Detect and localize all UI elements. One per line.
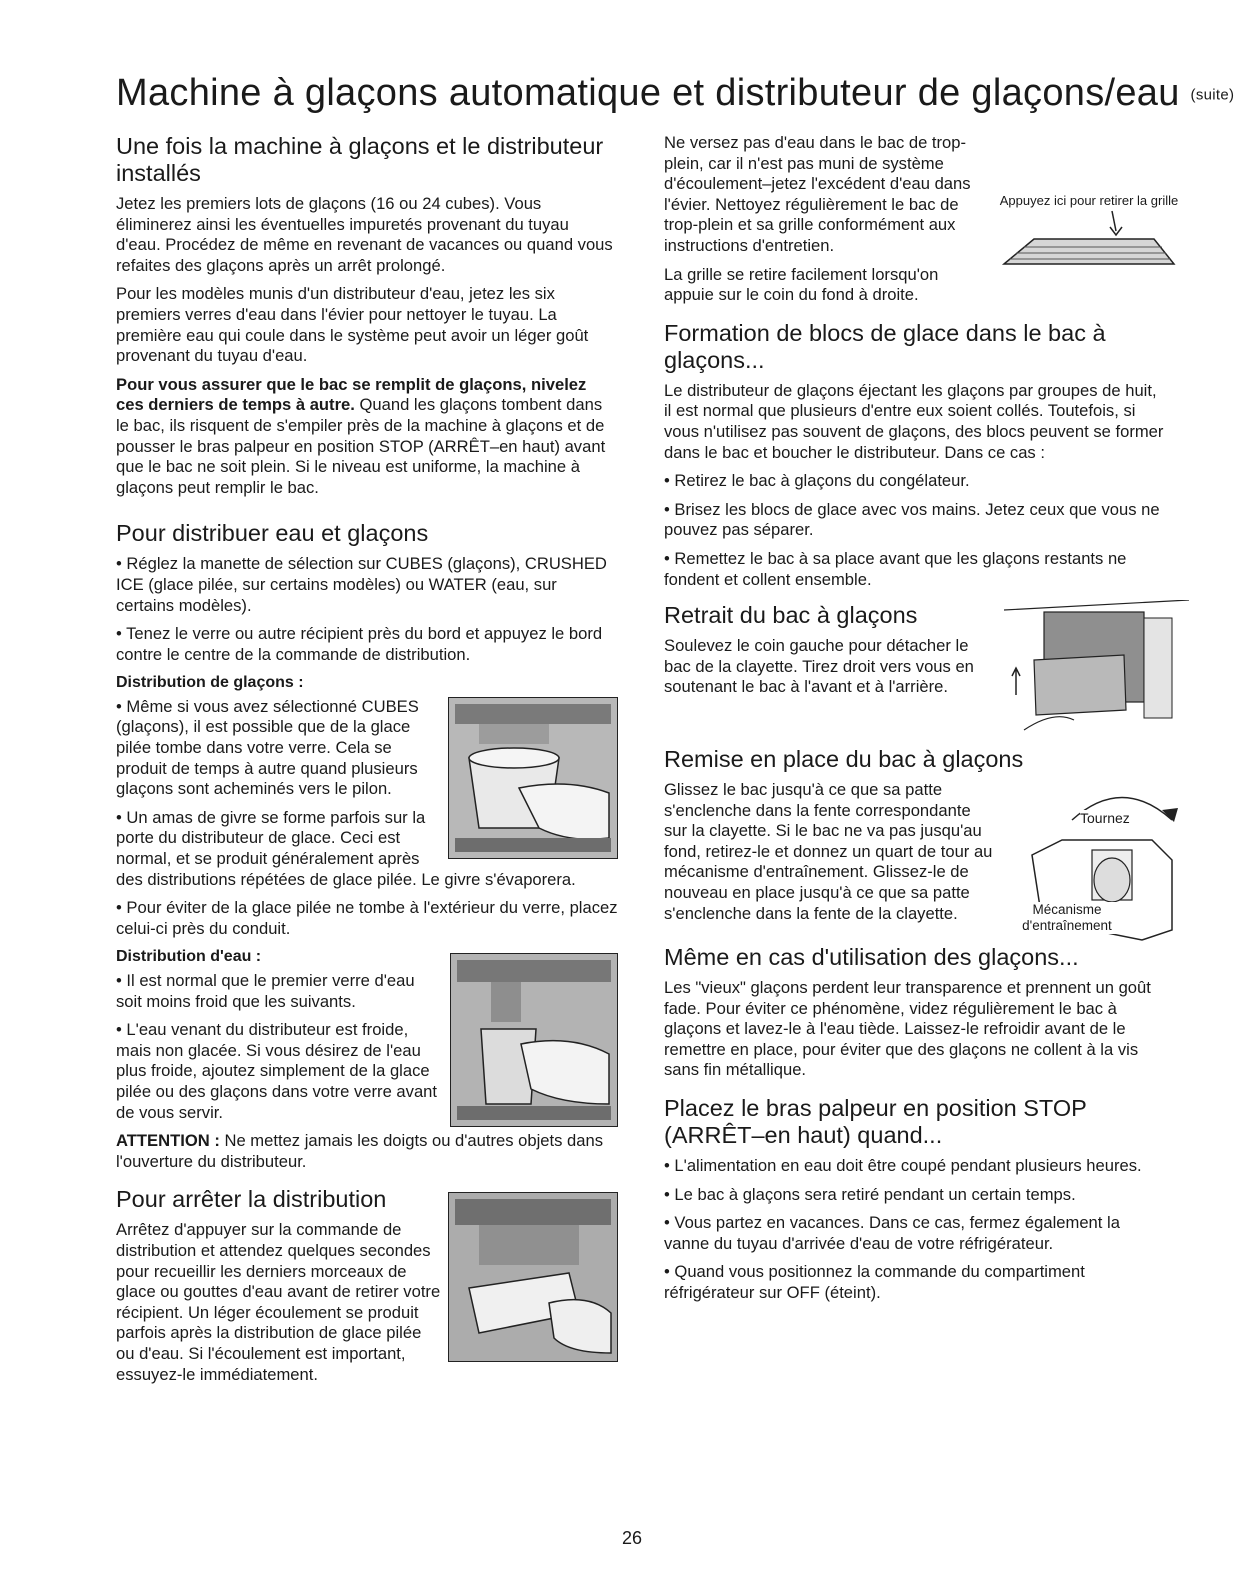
- left-column: [116, 133, 618, 1393]
- bold-lead: Pour vous assurer que le bac se remplit de glaçons, nivelez ces derniers de temps à autre.: [116, 374, 587, 415]
- subheading-water: Distribution d'eau :: [116, 948, 262, 966]
- grille-illustration: [994, 193, 1184, 301]
- title-suite: (suite): [1190, 86, 1235, 104]
- heading-ice-blocks: Formation de blocs de glace dans le bac à glaçons...: [664, 319, 1106, 373]
- paragraph-rest: Quand les glaçons tombent dans le bac, ils risquent de s'empiler près de la machine à glaçons et de pousser le bras palpeur en position STOP (ARRÊT–en haut) avant que le bac ne soit plein. Si le niveau est uniforme, la machine à glaçons peut remplir le bac.: [116, 395, 606, 497]
- subheading-ice: Distribution de glaçons :: [116, 674, 304, 692]
- turn-label: Tournez: [1080, 810, 1130, 827]
- bullet: • Brisez les blocs de glace avec vos mains. Jetez ceux que vous ne pouvez pas séparer.: [664, 499, 1160, 540]
- heading-after-install: Une fois la machine à glaçons et le distributeur installés: [116, 133, 604, 186]
- right-column: [664, 133, 1179, 1312]
- bullet: • Même si vous avez sélectionné CUBES (glaçons), il est possible que de la glace pilée tombe dans votre verre. Cela se produit de temps à autre quand plusieurs glaçons sont acheminés vers le pilon.: [116, 696, 419, 799]
- title-main: Machine à glaçons automatique et distributeur de glaçons/eau: [116, 72, 1180, 114]
- paragraph: Pour les modèles munis d'un distributeur d'eau, jetez les six premiers verres d'eau dans l'évier pour nettoyer le tuyau. La première eau qui coule dans le système peut avoir un léger goût provenant du tuyau d'eau.: [116, 284, 589, 366]
- heading-remove-bin: Retrait du bac à glaçons: [664, 602, 918, 629]
- page-title: [116, 72, 1234, 115]
- heading-old-ice: Même en cas d'utilisation des glaçons...: [664, 944, 1079, 971]
- bullet: • L'alimentation en eau doit être coupé pendant plusieurs heures.: [664, 1156, 1142, 1176]
- mechanism-label: Mécanisme d'entraînement: [1002, 902, 1132, 934]
- attention-text: Ne mettez jamais les doigts ou d'autres objets dans l'ouverture du distributeur.: [116, 1131, 604, 1171]
- bullet: • L'eau venant du distributeur est froide, mais non glacée. Si vous désirez de l'eau plus froide, ajoutez simplement de la glace pilée ou des glaçons dans votre verre avant de vous servir.: [116, 1020, 438, 1122]
- heading-stop-position: Placez le bras palpeur en position STOP (ARRÊT–en haut) quand...: [664, 1095, 1087, 1149]
- bullet: • Un amas de givre se forme parfois sur la porte du distributeur de glace. Ceci est normal, et se produit généralement après des distributions répétées de glace pilée. Le givre s'évaporera.: [116, 807, 576, 889]
- bullet: • Remettez le bac à sa place avant que les glaçons restants ne fondent et collent ensemble.: [664, 548, 1127, 589]
- heading-dispense: Pour distribuer eau et glaçons: [116, 520, 429, 547]
- paragraph: Soulevez le coin gauche pour détacher le bac de la clayette. Tirez droit vers vous en soutenant le bac à l'avant et à l'arrière.: [664, 636, 974, 697]
- bullet: • Quand vous positionnez la commande du compartiment réfrigérateur sur OFF (éteint).: [664, 1262, 1085, 1303]
- paragraph: Ne versez pas d'eau dans le bac de trop-plein, car il n'est pas muni de système d'écoulement–jetez l'excédent d'eau dans l'évier. Nettoyez régulièrement le bac de trop-plein et sa grille conformément aux instructions d'entretien.: [664, 133, 971, 255]
- water-dispense-illustration: [450, 953, 618, 1127]
- heading-replace-bin: Remise en place du bac à glaçons: [664, 746, 1024, 773]
- grille-caption: Appuyez ici pour retirer la grille: [999, 193, 1179, 208]
- paragraph: Jetez les premiers lots de glaçons (16 ou 24 cubes). Vous éliminerez ainsi les éventuelles impuretés provenant du tuyau d'eau. Procédez de même en revenant de vacances ou quand vous refaites des glaçons après un arrêt prolongé.: [116, 194, 613, 275]
- ice-dispense-illustration: [448, 697, 618, 859]
- heading-stop-dispense: Pour arrêter la distribution: [116, 1186, 387, 1213]
- bullet: • Le bac à glaçons sera retiré pendant un certain temps.: [664, 1184, 1076, 1204]
- page-number: 26: [622, 1528, 643, 1548]
- remove-bin-illustration: [1004, 600, 1194, 746]
- paragraph: Les "vieux" glaçons perdent leur transparence et prennent un goût fade. Pour éviter ce phénomène, videz régulièrement le bac à glaçons et lavez-le à l'eau tiède. Laissez-le refroidir avant de le remettre en place, pour éviter que des glaçons ne collent à la vis sans fin métallique.: [664, 978, 1151, 1080]
- paragraph: Le distributeur de glaçons éjectant les glaçons par groupes de huit, il est normal que plusieurs d'entre eux soient collés. Toutefois, si vous n'utilisez pas souvent de glaçons, des blocs peuvent se former dans le bac et boucher le distributeur. Dans ce cas :: [664, 380, 1164, 462]
- drive-mechanism-illustration: [1002, 780, 1188, 944]
- stop-dispense-illustration: [448, 1192, 618, 1362]
- bullet: • Retirez le bac à glaçons du congélateur.: [664, 471, 970, 491]
- bullet: • Pour éviter de la glace pilée ne tombe à l'extérieur du verre, placez celui-ci près du conduit.: [116, 898, 618, 938]
- bullet: • Tenez le verre ou autre récipient près du bord et appuyez le bord contre le centre de la commande de distribution.: [116, 624, 603, 664]
- paragraph: La grille se retire facilement lorsqu'on appuie sur le coin du fond à droite.: [664, 264, 939, 305]
- attention-note: [116, 1131, 618, 1172]
- attention-label: ATTENTION :: [116, 1131, 220, 1151]
- paragraph: Glissez le bac jusqu'à ce que sa patte s'enclenche dans la fente correspondante sur la clayette. Si le bac ne va pas jusqu'au fond, retirez-le et donnez un quart de tour au mécanisme d'entraînement. Glissez-le de nouveau en place jusqu'à ce que sa patte s'enclenche dans la fente de la clayette.: [664, 780, 993, 923]
- bullet: • Il est normal que le premier verre d'eau soit moins froid que les suivants.: [116, 971, 415, 1011]
- paragraph: Arrêtez d'appuyer sur la commande de distribution et attendez quelques secondes pour recueillir les derniers morceaux de glace ou gouttes d'eau avant de retirer votre récipient. Un léger écoulement se produit parfois après la distribution de glace pilée ou d'eau. Si l'écoulement est important, essuyez-le immédiatement.: [116, 1220, 441, 1384]
- bullet: • Réglez la manette de sélection sur CUBES (glaçons), CRUSHED ICE (glace pilée, sur certains modèles) ou WATER (eau, sur certains modèles).: [116, 554, 607, 615]
- bullet: • Vous partez en vacances. Dans ce cas, fermez également la vanne du tuyau d'arrivée d'eau de votre réfrigérateur.: [664, 1213, 1120, 1253]
- paragraph: [116, 375, 618, 499]
